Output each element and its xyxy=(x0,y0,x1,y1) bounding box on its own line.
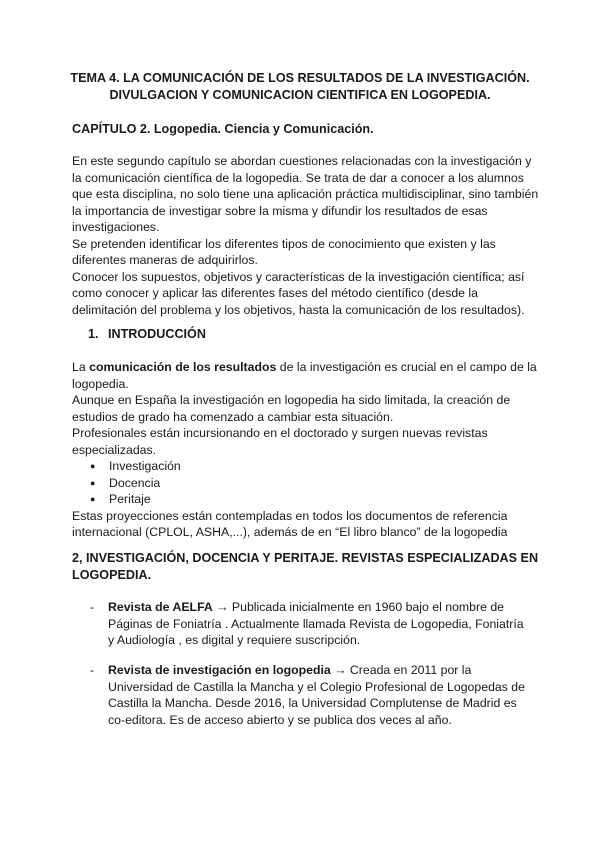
bullet-list xyxy=(72,458,540,508)
journal-description: Creada en 2011 por la Universidad de Castilla la Mancha y el Colegio Profesional de Logopedas de Castilla la Mancha. Desde 2016, la Universidad Complutense de Madrid es co-editora. Es de acceso abierto y se publica dos veces al año. xyxy=(108,663,525,727)
list-item xyxy=(72,475,540,492)
journal-text xyxy=(108,662,530,728)
arrow-icon: → xyxy=(216,600,229,614)
journal-name: Revista de AELFA xyxy=(108,600,213,614)
section-1-paragraph xyxy=(72,359,540,392)
journal-item xyxy=(90,662,530,728)
section-1-paragraph: Aunque en España la investigación en logopedia ha sido limitada, la creación de estudios de grado ha comenzado a cambiar esta situación. xyxy=(72,393,511,424)
bullet-icon: ● xyxy=(90,494,96,504)
chapter-heading: CAPÍTULO 2. Logopedia. Ciencia y Comunicación. xyxy=(72,122,374,136)
section-1-paragraph: Profesionales están incursionando en el doctorado y surgen nuevas revistas especializadas. xyxy=(72,426,488,457)
section-1-paragraph: Estas proyecciones están contempladas en todos los documentos de referencia internacional (CPLOL, ASHA,...), además de en “El libro blanco” de la logopedia xyxy=(72,508,508,539)
dash-icon: - xyxy=(90,663,95,677)
journal-name: Revista de investigación en logopedia xyxy=(108,663,331,677)
section-1-title: INTRODUCCIÓN xyxy=(108,327,206,341)
title-line-2: DIVULGACION Y COMUNICACION CIENTIFICA EN LOGOPEDIA. xyxy=(109,88,491,102)
dash-icon: - xyxy=(90,600,95,614)
document-title xyxy=(60,70,540,104)
list-item xyxy=(72,458,540,475)
intro-paragraph: En este segundo capítulo se abordan cuestiones relacionadas con la investigación y la comunicación científica de la logopedia. Se trata de dar a conocer a los alumnos que esta disciplina, no solo tiene una aplicación práctica multidisciplinar, sino también la importancia de investigar sobre la misma y difundir los resultados de esas investigaciones. xyxy=(72,154,539,234)
journal-description: Publicada inicialmente en 1960 bajo el nombre de Páginas de Foniatría . Actualmente llamada Revista de Logopedia, Foniatría y Audiología , es digital y requiere suscripción. xyxy=(108,600,524,647)
p1-rest: de la investigación es crucial en el campo de la logopedia. xyxy=(72,360,537,391)
list-item-label: Investigación xyxy=(109,459,181,473)
section-1-number: 1. xyxy=(88,327,99,341)
intro-paragraph: Conocer los supuestos, objetivos y características de la investigación científica; así como conocer y aplicar las diferentes fases del método científico (desde la delimitación del problema y los objetivos, hasta la comunicación de los resultados). xyxy=(72,269,525,317)
journal-text xyxy=(108,599,530,649)
p1-bold-phrase: comunicación de los resultados xyxy=(89,360,277,374)
list-item-label: Peritaje xyxy=(109,492,151,506)
list-item-label: Docencia xyxy=(109,475,161,490)
section-1-body xyxy=(72,359,540,541)
arrow-icon: → xyxy=(334,663,347,677)
journal-item xyxy=(90,599,530,649)
list-item xyxy=(72,491,540,508)
bullet-icon: ● xyxy=(90,477,96,488)
bullet-icon: ● xyxy=(90,461,96,471)
intro-paragraph: Se pretenden identificar los diferentes tipos de conocimiento que existen y las diferentes maneras de adquirirlos. xyxy=(72,236,496,267)
section-1-heading xyxy=(88,327,206,341)
intro-block xyxy=(72,153,540,318)
p1-prefix: La xyxy=(72,360,90,374)
section-2-heading: 2, INVESTIGACIÓN, DOCENCIA Y PERITAJE. REVISTAS ESPECIALIZADAS EN LOGOPEDIA. xyxy=(72,551,539,582)
title-line-1: TEMA 4. LA COMUNICACIÓN DE LOS RESULTADOS DE LA INVESTIGACIÓN. xyxy=(70,71,530,85)
